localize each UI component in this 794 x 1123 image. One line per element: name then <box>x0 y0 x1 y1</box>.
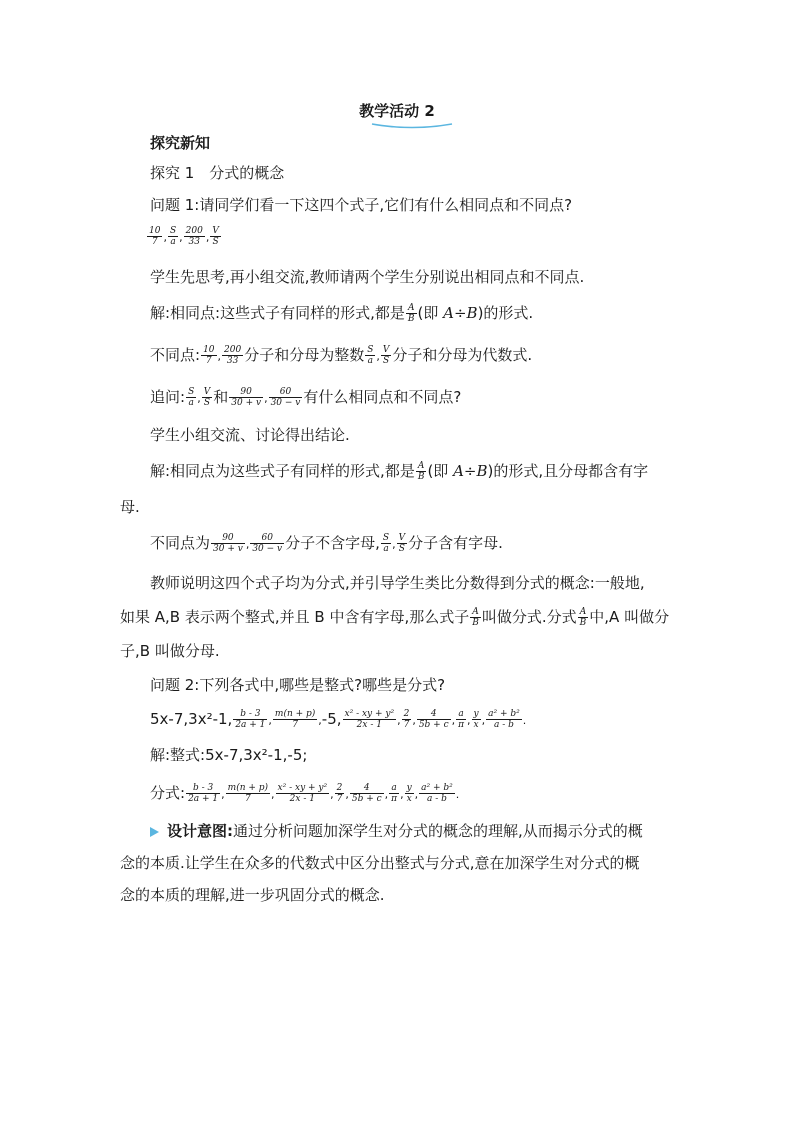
solution-2-continued: 母. <box>120 498 140 516</box>
fraction: $\frac{A}{B}$ <box>472 607 479 628</box>
expression-list-1: $\frac{10}{7}$ , $\frac{S}{a}$ , $\frac{200}{33}$ , $\frac{V}{S}$ <box>149 226 219 247</box>
difference-1: 不同点: $\frac{10}{7}$ , $\frac{200}{33}$ 分子和分母为整数 $\frac{S}{a}$ , $\frac{V}{S}$ 分子和分母为代数式. <box>150 345 533 366</box>
fraction: $\frac{y}{x}$ <box>473 709 479 730</box>
fraction: $\frac{S}{a}$ <box>169 226 177 247</box>
fraction: $\frac{A}{B}$ <box>407 303 415 324</box>
design-intent-line-1: 设计意图:通过分析问题加深学生对分式的概念的理解,从而揭示分式的概 <box>150 820 643 842</box>
expression-list-2: 5x-7,3x²-1, $\frac{b - 3}{2a + 1}$ , $\frac{m(n + p)}{7}$ ,-5, $\frac{\text{x² - xy + y²}}{2x - 1}$ , $\frac{2}{7}$ , $\frac{4}{5b + c}$ , $\frac{a}{\pi}$ , $\frac{y}{x}$ , $\frac{\text{a² + b²}}{a - b}$ . <box>150 709 527 730</box>
fraction: $\frac{m(n + p)}{7}$ <box>274 709 316 730</box>
fraction: $\frac{\text{x² - xy + y²}}{2x - 1}$ <box>277 783 328 804</box>
fraction: $\frac{A}{B}$ <box>579 607 587 628</box>
fraction: $\frac{b - 3}{2a + 1}$ <box>188 783 219 804</box>
fraction: $\frac{a}{\pi}$ <box>391 783 398 804</box>
fraction: $\frac{V}{S}$ <box>212 226 219 247</box>
fraction: $\frac{10}{7}$ <box>149 226 161 247</box>
fraction: $\frac{\text{a² + b²}}{a - b}$ <box>421 783 453 804</box>
fraction: $\frac{A}{B}$ <box>417 461 425 482</box>
fraction: $\frac{b - 3}{2a + 1}$ <box>235 709 266 730</box>
fraction: $\frac{200}{33}$ <box>185 226 203 247</box>
concept-line-3: 子,B 叫做分母. <box>120 642 220 660</box>
design-intent-line-2: 念的本质.让学生在众多的代数式中区分出整式与分式,意在加深学生对分式的概 <box>120 854 640 872</box>
paragraph-discussion: 学生先思考,再小组交流,教师请两个学生分别说出相同点和不同点. <box>150 268 585 286</box>
fraction: $\frac{2}{7}$ <box>403 709 410 730</box>
play-triangle-icon <box>150 827 159 837</box>
paragraph-group-discussion: 学生小组交流、讨论得出结论. <box>150 426 350 444</box>
fraction: $\frac{a}{\pi}$ <box>458 709 465 730</box>
question-1: 问题 1:请同学们看一下这四个式子,它们有什么相同点和不同点? <box>150 196 573 214</box>
fraction: $\frac{S}{a}$ <box>382 533 390 554</box>
fraction: $\frac{S}{a}$ <box>188 387 195 408</box>
inquiry-heading: 探究 1 分式的概念 <box>150 164 285 182</box>
fraction: $\frac{V}{S}$ <box>203 387 211 408</box>
fraction: $\frac{V}{S}$ <box>382 345 390 366</box>
title-underline <box>370 121 454 130</box>
fraction: $\frac{y}{x}$ <box>406 783 412 804</box>
fraction-answer: 分式: $\frac{b - 3}{2a + 1}$ , $\frac{m(n + p)}{7}$ , $\frac{\text{x² - xy + y²}}{2x - 1}$ , $\frac{2}{7}$ , $\frac{4}{5b + c}$ , $\frac{a}{\pi}$ , $\frac{y}{x}$ , $\frac{\text{a² + b²}}{a - b}$ . <box>150 783 460 804</box>
fraction: $\frac{200}{33}$ <box>224 345 242 366</box>
integer-answer: 解:整式:5x-7,3x²-1,-5; <box>150 746 308 764</box>
question-2: 问题 2:下列各式中,哪些是整式?哪些是分式? <box>150 676 446 694</box>
fraction: $\frac{V}{S}$ <box>398 533 406 554</box>
fraction: $\frac{10}{7}$ <box>203 345 215 366</box>
section-heading: 探究新知 <box>150 134 211 152</box>
fraction: $\frac{60}{30 - v}$ <box>252 533 283 554</box>
follow-up-question: 追问: $\frac{S}{a}$ , $\frac{V}{S}$ 和 $\frac{90}{30 + v}$ , $\frac{60}{30 - v}$ 有什么相同点和不同点? <box>150 387 462 408</box>
solution-1: 解:相同点:这些式子有同样的形式,都是 $\frac{A}{B}$ (即 A÷B)的形式. <box>150 303 534 324</box>
activity-title: 教学活动 2 <box>359 102 435 120</box>
fraction: $\frac{4}{5b + c}$ <box>351 783 382 804</box>
fraction: $\frac{S}{a}$ <box>367 345 374 366</box>
fraction: $\frac{m(n + p)}{7}$ <box>227 783 269 804</box>
fraction: $\frac{\text{x² - xy + y²}}{2x - 1}$ <box>344 709 395 730</box>
fraction: $\frac{\text{a² + b²}}{a - b}$ <box>488 709 520 730</box>
difference-2: 不同点为 $\frac{90}{30 + v}$ , $\frac{60}{30 - v}$ 分子不含字母, $\frac{S}{a}$ , $\frac{V}{S}$ 分子含有字母. <box>150 533 503 554</box>
concept-line-1: 教师说明这四个式子均为分式,并引导学生类比分数得到分式的概念:一般地, <box>150 574 645 592</box>
fraction: $\frac{90}{30 + v}$ <box>231 387 262 408</box>
fraction: $\frac{2}{7}$ <box>336 783 343 804</box>
concept-line-2: 如果 A,B 表示两个整式,并且 B 中含有字母,那么式子 $\frac{A}{B}$ 叫做分式.分式 $\frac{A}{B}$ 中,A 叫做分 <box>120 607 670 628</box>
fraction: $\frac{60}{30 - v}$ <box>270 387 301 408</box>
solution-2: 解:相同点为这些式子有同样的形式,都是 $\frac{A}{B}$ (即 A÷B)的形式,且分母都含有字 <box>150 461 649 482</box>
fraction: $\frac{4}{5b + c}$ <box>418 709 449 730</box>
design-intent-line-3: 念的本质的理解,进一步巩固分式的概念. <box>120 886 385 904</box>
fraction: $\frac{90}{30 + v}$ <box>213 533 243 554</box>
